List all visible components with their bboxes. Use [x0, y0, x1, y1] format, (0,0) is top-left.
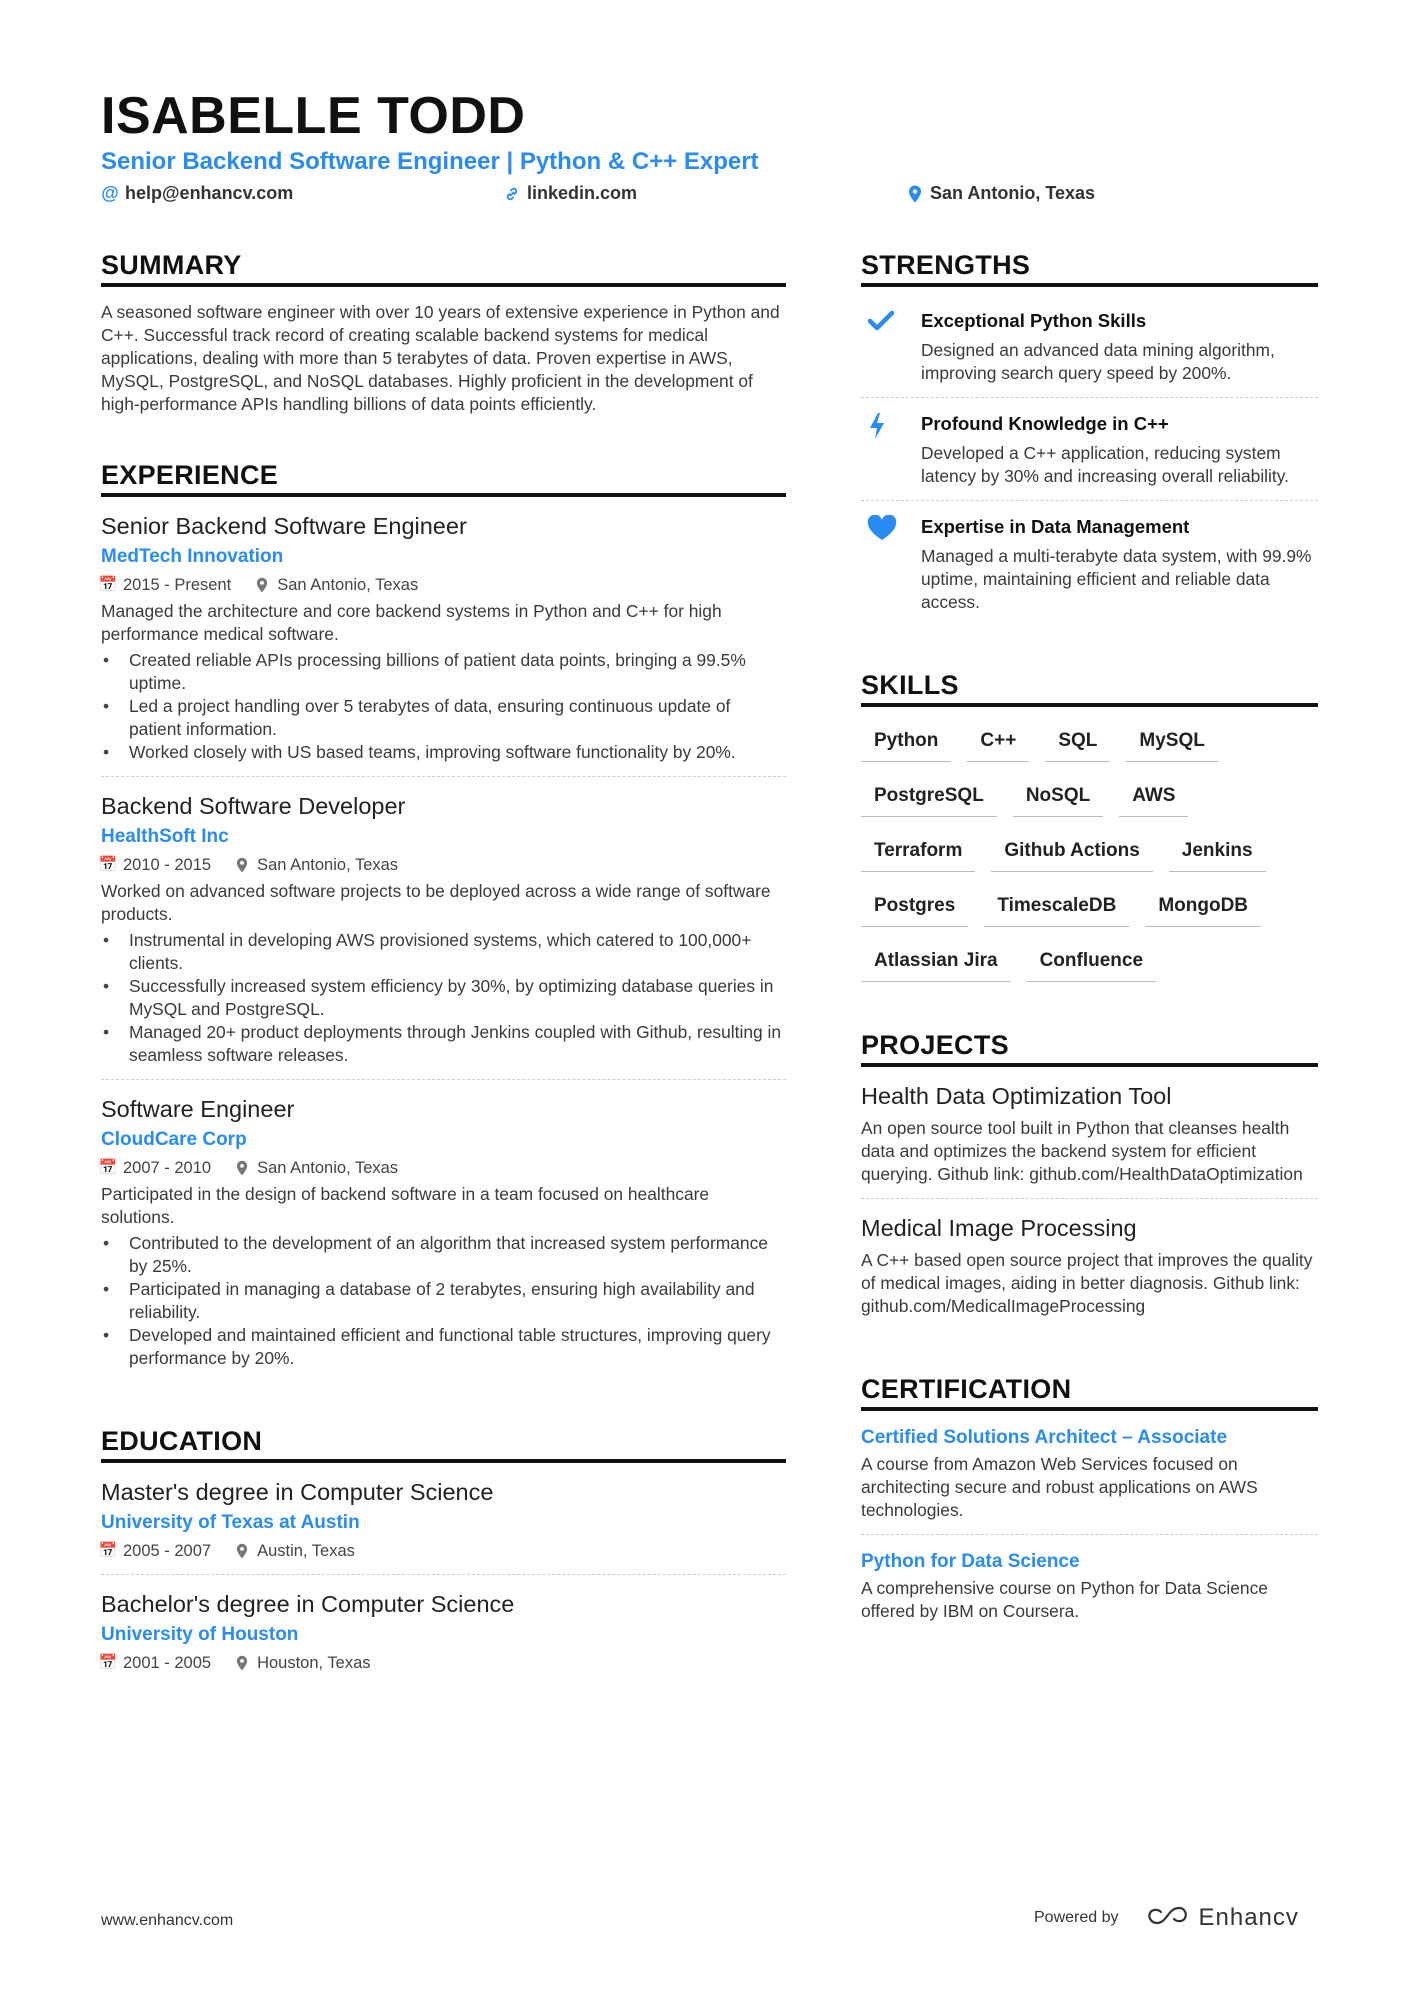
experience-item	[98, 1079, 786, 1382]
skill-tag: Terraform	[861, 831, 975, 872]
job-meta	[98, 574, 786, 596]
link-icon	[503, 186, 521, 202]
job-role: Backend Software Developer	[101, 793, 406, 819]
job-role: Senior Backend Software Engineer	[101, 513, 467, 539]
certification-item	[861, 1534, 1318, 1635]
calendar-icon: 📅	[98, 856, 118, 873]
degree: Bachelor's degree in Computer Science	[101, 1591, 515, 1617]
job-meta	[98, 1157, 786, 1179]
strength-item	[861, 500, 1318, 626]
job-bullet: • Contributed to the development of an algorithm that increased system performance by 25%.	[101, 1232, 786, 1278]
summary-heading: SUMMARY	[101, 250, 786, 287]
degree: Master's degree in Computer Science	[101, 1479, 494, 1505]
skill-tag: MongoDB	[1145, 886, 1261, 927]
job-dates: 2010 - 2015	[123, 856, 212, 874]
certification-description: A course from Amazon Web Services focused on architecting secure and robust applications on AWS technologies.	[861, 1454, 1258, 1520]
education-location: Austin, Texas	[257, 1542, 355, 1560]
experience-item	[98, 776, 786, 1079]
education-item	[98, 1574, 786, 1686]
calendar-icon: 📅	[98, 1654, 118, 1671]
location-pin-icon	[235, 857, 249, 873]
job-bullet: • Participated in managing a database of 2 terabytes, ensuring high availability and reliability.	[101, 1278, 786, 1324]
strength-description: Developed a C++ application, reducing system latency by 30% and increasing overall reliability.	[921, 443, 1289, 486]
job-bullet: • Created reliable APIs processing billions of patient data points, bringing a 99.5% uptime.	[101, 649, 786, 695]
job-dates: 2015 - Present	[123, 576, 232, 594]
checkmark-icon	[861, 309, 921, 385]
school: University of Texas at Austin	[101, 1512, 360, 1533]
location-pin-icon	[235, 1160, 249, 1176]
education-item	[98, 1477, 786, 1574]
job-bullet: • Instrumental in developing AWS provisioned systems, which catered to 100,000+ clients.	[101, 929, 786, 975]
education-meta	[98, 1540, 786, 1562]
job-bullets	[101, 649, 786, 764]
job-bullet: • Managed 20+ product deployments through Jenkins coupled with Github, resulting in seamless software releases.	[101, 1021, 786, 1067]
strength-description: Managed a multi-terabyte data system, with 99.9% uptime, maintaining efficient and reliable data access.	[921, 546, 1312, 612]
certification-title: Python for Data Science	[861, 1551, 1080, 1572]
contact-linkedin[interactable]	[503, 183, 637, 204]
job-description: Participated in the design of backend software in a team focused on healthcare solutions.	[101, 1184, 710, 1227]
education-meta	[98, 1652, 786, 1674]
footer-website[interactable]: www.enhancv.com	[101, 1912, 234, 1929]
job-description: Managed the architecture and core backend systems in Python and C++ for high performance medical software.	[101, 601, 722, 644]
job-location: San Antonio, Texas	[257, 856, 399, 874]
skill-tag: TimescaleDB	[984, 886, 1129, 927]
skill-tag: C++	[967, 721, 1029, 762]
education-dates: 2001 - 2005	[123, 1654, 212, 1672]
certification-description: A comprehensive course on Python for Data Science offered by IBM on Coursera.	[861, 1578, 1268, 1621]
skill-tag: SQL	[1045, 721, 1110, 762]
education-dates: 2005 - 2007	[123, 1542, 212, 1560]
right-column	[861, 250, 1318, 1635]
location-pin-icon	[906, 185, 924, 203]
experience-item	[98, 511, 786, 776]
job-bullets	[101, 929, 786, 1067]
candidate-title: Senior Backend Software Engineer | Python & C++ Expert	[101, 148, 759, 175]
education-heading: EDUCATION	[101, 1426, 786, 1463]
enhancv-logo[interactable]	[1145, 1904, 1299, 1932]
skill-tag: AWS	[1119, 776, 1188, 817]
skill-tag: MySQL	[1126, 721, 1217, 762]
enhancv-logo-icon	[1145, 1906, 1191, 1930]
candidate-name: ISABELLE TODD	[101, 87, 526, 145]
certification-item	[861, 1425, 1318, 1534]
contact-email[interactable]	[101, 183, 293, 204]
summary-section	[101, 250, 786, 416]
skill-tag: Postgres	[861, 886, 968, 927]
skill-tag: Jenkins	[1169, 831, 1266, 872]
job-bullet: • Successfully increased system efficiency by 30%, by optimizing database queries in MySQL and PostgreSQL.	[101, 975, 786, 1021]
strength-item	[861, 301, 1318, 397]
projects-heading: PROJECTS	[861, 1030, 1318, 1067]
skill-tag: PostgreSQL	[861, 776, 997, 817]
project-description: A C++ based open source project that improves the quality of medical images, aiding in better diagnosis. Github link: github.com/MedicalImageProcessing	[861, 1250, 1313, 1316]
job-role: Software Engineer	[101, 1096, 295, 1122]
job-description: Worked on advanced software projects to be deployed across a wide range of software products.	[101, 881, 771, 924]
experience-section	[98, 460, 786, 1382]
skills-heading: SKILLS	[861, 670, 1318, 707]
strength-description: Designed an advanced data mining algorithm, improving search query speed by 200%.	[921, 340, 1275, 383]
strength-title: Expertise in Data Management	[921, 516, 1190, 537]
job-dates: 2007 - 2010	[123, 1159, 212, 1177]
location-pin-icon	[255, 577, 269, 593]
left-column	[98, 250, 786, 1686]
strengths-heading: STRENGTHS	[861, 250, 1318, 287]
summary-text: A seasoned software engineer with over 10 years of extensive experience in Python and C++. Successful track record of creating scalable backend systems for medical applications, dealing with more than 5 terabytes of data. Proven expertise in AWS, MySQL, PostgreSQL, and NoSQL databases. Highly proficient in the development of high-performance APIs handling billions of data points efficiently.	[101, 302, 780, 414]
job-company: HealthSoft Inc	[101, 826, 229, 847]
brand-name: Enhancv	[1198, 1904, 1299, 1931]
email-text: help@enhancv.com	[125, 183, 294, 203]
certification-section	[861, 1374, 1318, 1635]
calendar-icon: 📅	[98, 1542, 118, 1559]
calendar-icon: 📅	[98, 576, 118, 593]
strength-title: Exceptional Python Skills	[921, 310, 1147, 331]
project-title: Medical Image Processing	[861, 1215, 1137, 1241]
experience-heading: EXPERIENCE	[101, 460, 786, 497]
job-location: San Antonio, Texas	[257, 1159, 399, 1177]
project-item	[861, 1081, 1318, 1198]
calendar-icon: 📅	[98, 1159, 118, 1176]
location-text: San Antonio, Texas	[930, 183, 1096, 203]
skill-tag: Atlassian Jira	[861, 941, 1011, 982]
skills-list	[861, 721, 1318, 996]
lightning-icon	[861, 412, 921, 488]
heart-icon	[861, 515, 921, 614]
location-pin-icon	[235, 1655, 249, 1671]
job-bullet: • Developed and maintained efficient and functional table structures, improving query performance by 20%.	[101, 1324, 786, 1370]
projects-section	[861, 1030, 1318, 1330]
powered-by-text: Powered by	[1034, 1909, 1119, 1926]
footer-branding	[1034, 1904, 1299, 1932]
linkedin-text: linkedin.com	[527, 183, 638, 203]
school: University of Houston	[101, 1624, 299, 1645]
certification-title: Certified Solutions Architect – Associate	[861, 1427, 1228, 1448]
job-location: San Antonio, Texas	[277, 576, 419, 594]
project-item	[861, 1198, 1318, 1330]
job-bullets	[101, 1232, 786, 1370]
job-meta	[98, 854, 786, 876]
location-pin-icon	[235, 1543, 249, 1559]
project-description: An open source tool built in Python that cleanses health data and optimizes the backend system for efficient querying. Github link: github.com/HealthDataOptimization	[861, 1118, 1303, 1184]
job-bullet: • Led a project handling over 5 terabytes of data, ensuring continuous update of patient information.	[101, 695, 786, 741]
certification-heading: CERTIFICATION	[861, 1374, 1318, 1411]
skill-tag: Confluence	[1027, 941, 1156, 982]
strength-title: Profound Knowledge in C++	[921, 413, 1169, 434]
at-icon: @	[101, 183, 119, 203]
education-location: Houston, Texas	[257, 1654, 371, 1672]
strength-item	[861, 397, 1318, 500]
job-bullet: • Worked closely with US based teams, improving software functionality by 20%.	[101, 741, 786, 764]
contact-location	[906, 183, 1095, 204]
strengths-section	[861, 250, 1318, 626]
skill-tag: Github Actions	[991, 831, 1152, 872]
education-section	[98, 1426, 786, 1686]
project-title: Health Data Optimization Tool	[861, 1083, 1172, 1109]
skills-section	[861, 670, 1318, 996]
job-company: CloudCare Corp	[101, 1129, 247, 1150]
contact-bar	[101, 183, 1321, 209]
job-company: MedTech Innovation	[101, 546, 284, 567]
skill-tag: Python	[861, 721, 951, 762]
skill-tag: NoSQL	[1013, 776, 1103, 817]
